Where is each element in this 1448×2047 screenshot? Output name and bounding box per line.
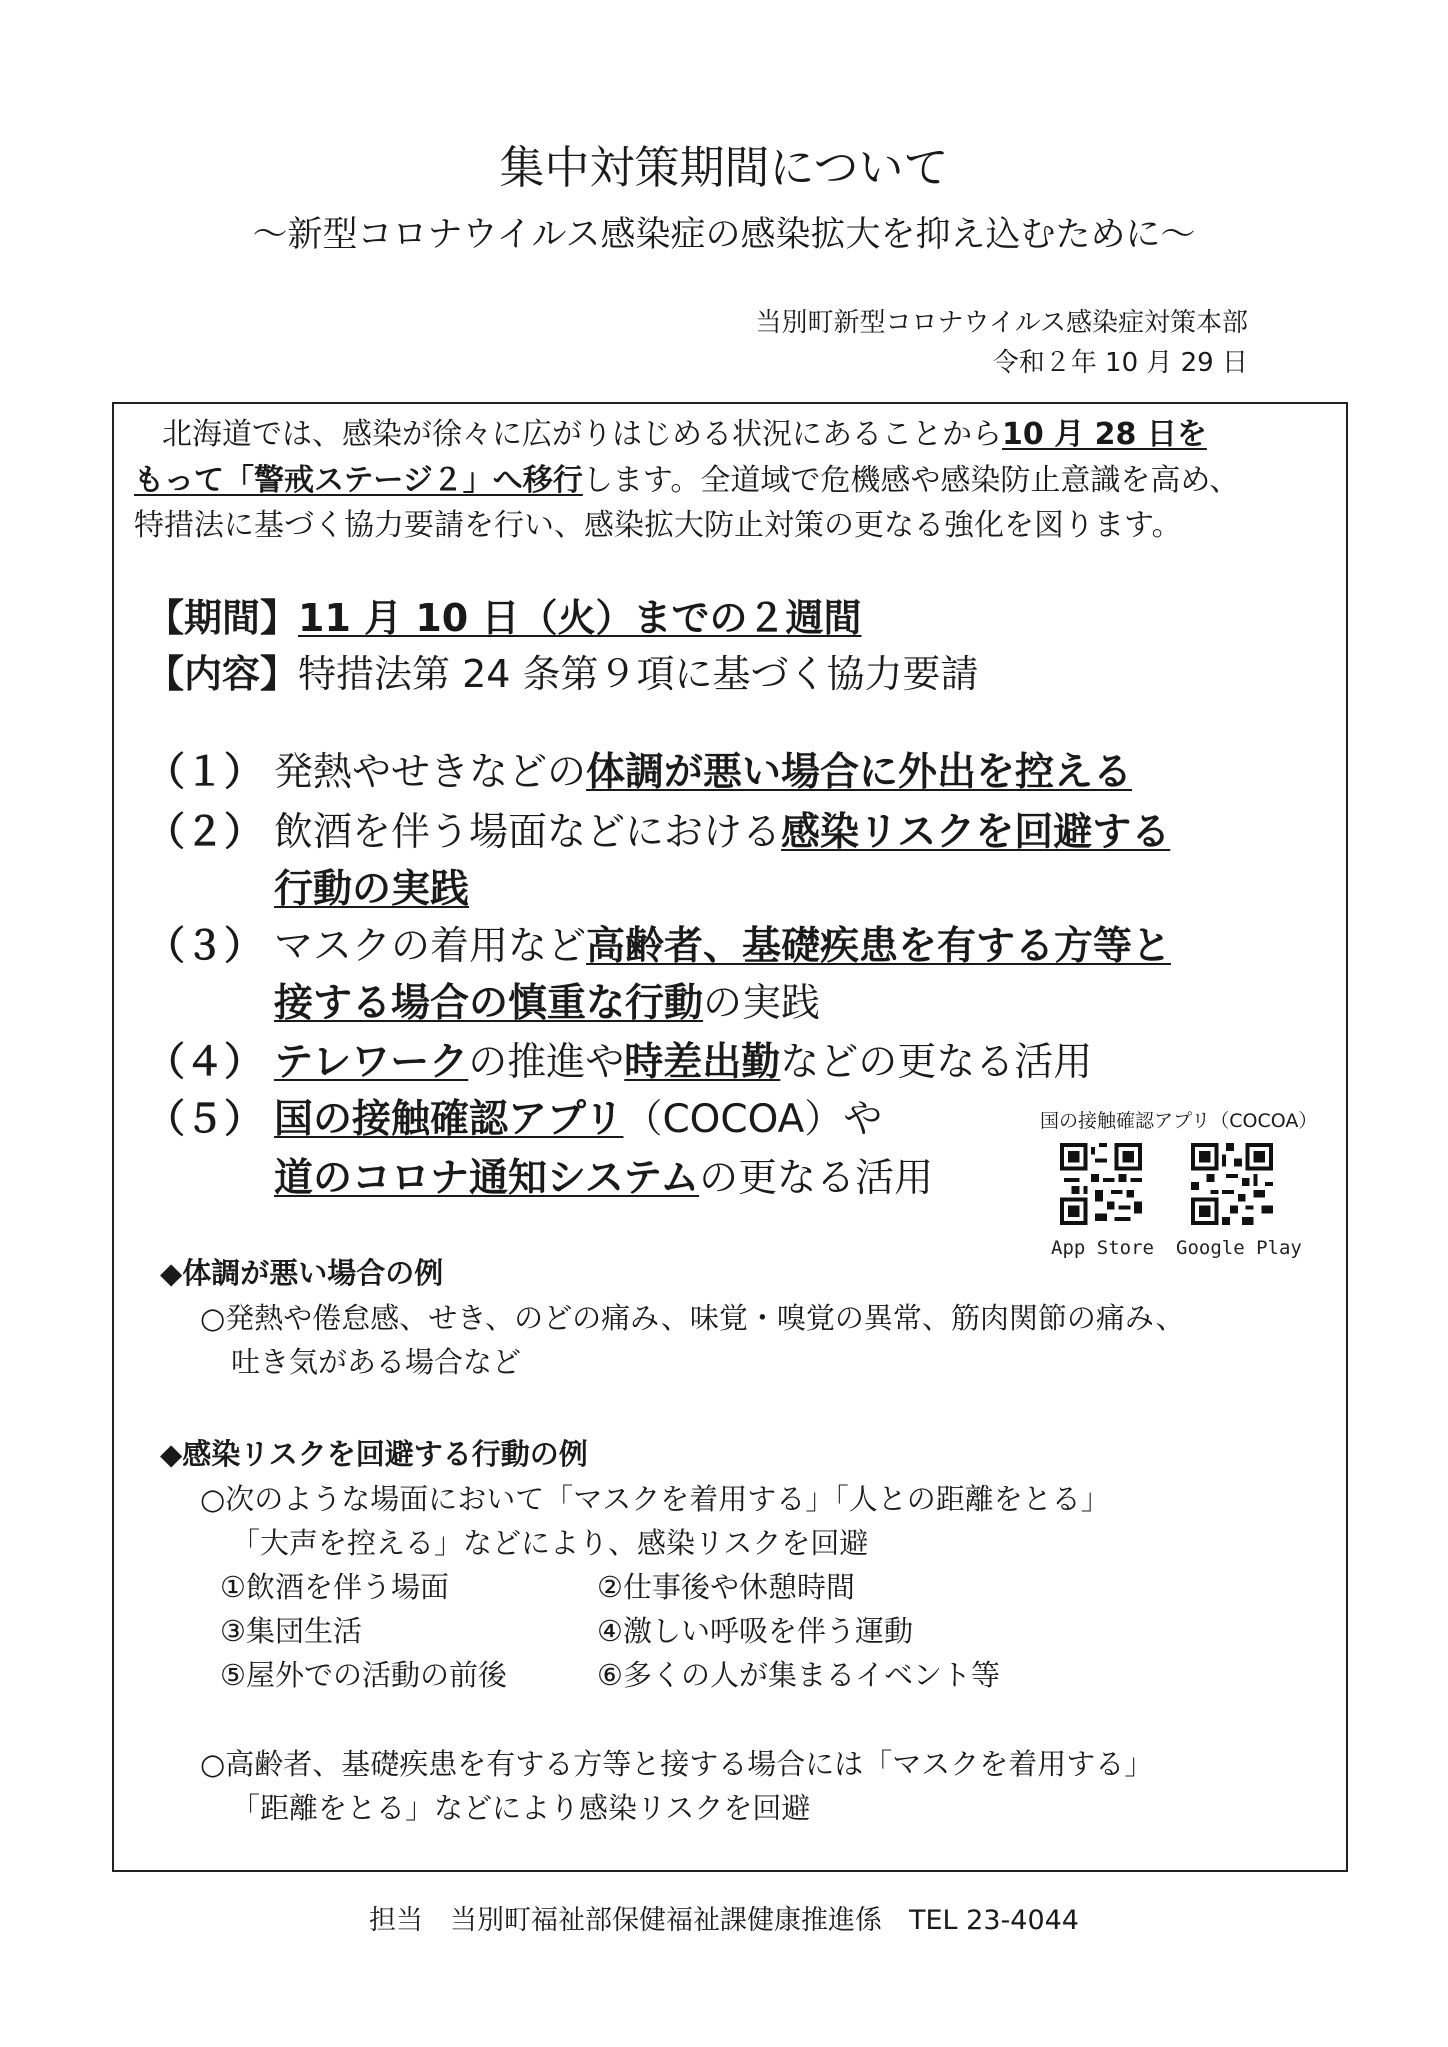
examples-2-line-2: 「大声を控える」などにより、感染リスクを回避: [231, 1526, 869, 1560]
item-number: （１）: [146, 750, 264, 795]
item-text: （COCOA）や: [623, 1097, 883, 1142]
content-row: [146, 648, 979, 700]
appstore-qr-icon[interactable]: [1060, 1143, 1142, 1229]
content-value: 特措法第 24 条第９項に基づく協力要請: [298, 652, 979, 696]
appstore-label: App Store: [1051, 1237, 1154, 1259]
item-text: の推進や: [468, 1040, 625, 1085]
request-item-5: [146, 1092, 882, 1148]
item-text: の実践: [703, 981, 821, 1026]
content-label: 【内容】: [146, 652, 299, 696]
examples-2-line-4: 「距離をとる」などにより感染リスクを回避: [231, 1791, 811, 1825]
item-text: の更なる活用: [699, 1156, 934, 1201]
intro-text: します。全道域で危機感や感染防止意識を高め、: [582, 463, 1240, 498]
examples-2-line-3: ○高齢者、基礎疾患を有する方等と接する場合には「マスクを着用する」: [200, 1747, 1154, 1781]
scene-2: ②仕事後や休憩時間: [597, 1570, 855, 1604]
examples-1-line-2: 吐き気がある場合など: [231, 1345, 522, 1379]
googleplay-qr-icon[interactable]: [1191, 1143, 1273, 1229]
intro-text: 北海道では、感染が徐々に広がりはじめる状況にあることから: [162, 417, 1002, 452]
item-number: （５）: [146, 1097, 264, 1142]
scene-6: ⑥多くの人が集まるイベント等: [597, 1658, 1000, 1692]
contact-footer: 担当 当別町福祉部保健福祉課健康推進係 TEL 23-4044: [369, 1905, 1079, 1936]
item-number: （４）: [146, 1040, 264, 1085]
item-emphasis: 接する場合の慎重な行動: [274, 981, 704, 1026]
request-item-4: [146, 1035, 1092, 1091]
item-emphasis: 感染リスクを回避する: [781, 810, 1171, 855]
intro-line-2: [134, 459, 1239, 503]
scene-1: ①飲酒を伴う場面: [220, 1570, 449, 1604]
issuer: 当別町新型コロナウイルス感染症対策本部: [755, 308, 1248, 338]
scene-5: ⑤屋外での活動の前後: [220, 1658, 507, 1692]
googleplay-label: Google Play: [1176, 1237, 1302, 1259]
examples-1-line-1: ○発熱や倦怠感、せき、のどの痛み、味覚・嗅覚の異常、筋肉関節の痛み、: [200, 1301, 1185, 1335]
item-emphasis: 時差出勤: [624, 1040, 781, 1085]
scene-4: ④激しい呼吸を伴う運動: [597, 1614, 913, 1648]
period-value: 11 月 10 日（火）までの２週間: [298, 596, 862, 640]
period-label: 【期間】: [146, 596, 299, 640]
examples-2-heading: ◆感染リスクを回避する行動の例: [160, 1437, 588, 1471]
item-emphasis: 国の接触確認アプリ: [274, 1097, 624, 1142]
intro-emphasis: 10 月 28 日を: [1002, 417, 1207, 452]
request-item-3: [146, 919, 1171, 975]
period-row: [146, 592, 861, 644]
intro-emphasis: もって「警戒ステージ２」へ移行: [134, 463, 583, 498]
page-title: 集中対策期間について: [499, 141, 949, 194]
item-emphasis: 体調が悪い場合に外出を控える: [586, 750, 1133, 795]
page-subtitle: ～新型コロナウイルス感染症の感染拡大を抑え込むために～: [252, 215, 1196, 255]
item-text: 飲酒を伴う場面などにおける: [274, 810, 782, 855]
intro-line-3: 特措法に基づく協力要請を行い、感染拡大防止対策の更なる強化を図ります。: [134, 508, 1182, 543]
request-item-5-cont: [274, 1151, 933, 1207]
scene-3: ③集団生活: [220, 1614, 362, 1648]
item-emphasis: 高齢者、基礎疾患を有する方等と: [586, 924, 1172, 969]
item-number: （２）: [146, 810, 264, 855]
item-text: 発熱やせきなどの: [274, 750, 587, 795]
item-text: などの更なる活用: [780, 1040, 1093, 1085]
item-number: （３）: [146, 924, 264, 969]
request-item-2-cont: [274, 862, 469, 918]
qr-caption: 国の接触確認アプリ（COCOA）: [1040, 1110, 1318, 1132]
request-item-2: [146, 805, 1170, 861]
item-emphasis: テレワーク: [274, 1040, 469, 1085]
intro-line-1: [134, 413, 1207, 457]
item-emphasis: 行動の実践: [274, 867, 470, 912]
request-item-3-cont: [274, 976, 820, 1032]
examples-1-heading: ◆体調が悪い場合の例: [160, 1256, 444, 1290]
item-emphasis: 道のコロナ通知システム: [274, 1156, 700, 1201]
issue-date: 令和２年 10 月 29 日: [992, 348, 1248, 378]
examples-2-line-1: ○次のような場面において「マスクを着用する」「人との距離をとる」: [200, 1482, 1110, 1516]
request-item-1: [146, 745, 1132, 801]
item-text: マスクの着用など: [274, 924, 587, 969]
